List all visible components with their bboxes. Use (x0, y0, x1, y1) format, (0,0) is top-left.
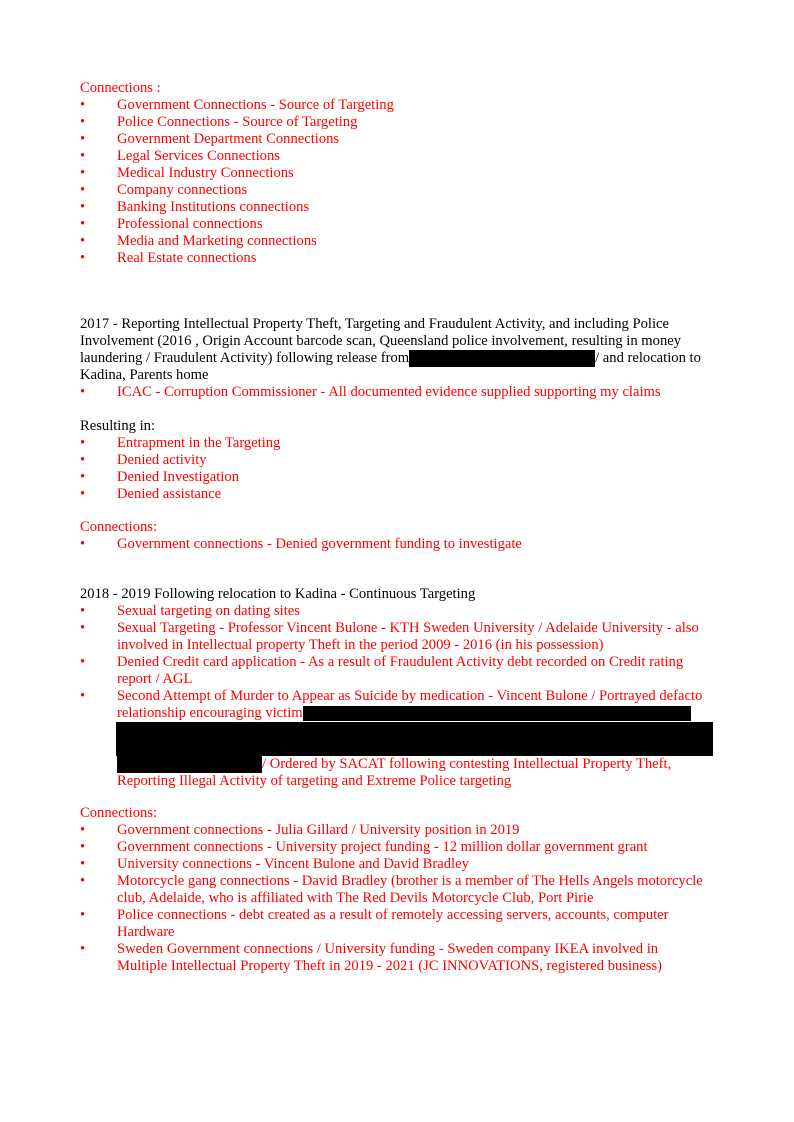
list-item-text: Government connections - Julia Gillard / University position in 2019 (117, 822, 520, 838)
list-item (80, 469, 720, 486)
redaction-block (303, 706, 691, 721)
bullet-icon: • (80, 654, 86, 670)
connections-heading-2: Connections: (80, 519, 158, 535)
list-item-line: Reporting Illegal Activity of targeting and Extreme Police targeting (117, 773, 512, 789)
list-item (80, 907, 720, 941)
list-item (80, 131, 720, 148)
list-item-text: Company connections (117, 182, 248, 198)
bullet-icon: • (80, 603, 86, 619)
report-2017-paragraph (80, 316, 720, 384)
list-item-text: Medical Industry Connections (117, 165, 294, 181)
connections-heading-3: Connections: (80, 805, 158, 821)
list-item (80, 603, 720, 620)
list-item (80, 486, 720, 503)
paragraph-line: 2017 - Reporting Intellectual Property Theft, Targeting and Fraudulent Activity, and including Police (80, 316, 669, 332)
bullet-icon: • (80, 114, 86, 130)
bullet-icon: • (80, 148, 86, 164)
list-item-line: Sweden Government connections / University funding - Sweden company IKEA involved in (117, 941, 659, 957)
bullet-icon: • (80, 822, 86, 838)
connections-list-2 (80, 536, 720, 553)
list-item-text: Legal Services Connections (117, 148, 280, 164)
bullet-icon: • (80, 941, 86, 957)
targeting-2018-heading: 2018 - 2019 Following relocation to Kadina - Continuous Targeting (80, 586, 476, 602)
list-item-line: involved in Intellectual property Theft in the period 2009 - 2016 (in his possession) (117, 637, 604, 653)
bullet-icon: • (80, 469, 86, 485)
redaction-block (117, 756, 262, 773)
list-item (80, 384, 720, 401)
bullet-icon: • (80, 536, 86, 552)
list-item (80, 165, 720, 182)
list-item (80, 233, 720, 250)
list-item (80, 216, 720, 233)
list-item-text: Entrapment in the Targeting (117, 435, 281, 451)
list-item-line: report / AGL (117, 671, 193, 687)
bullet-icon: • (80, 182, 86, 198)
list-item-text: Denied Investigation (117, 469, 239, 485)
list-item (80, 182, 720, 199)
targeting-list (80, 603, 720, 790)
list-item (80, 839, 720, 856)
paragraph-text: laundering / Fraudulent Activity) following release from (80, 350, 410, 366)
list-item (80, 688, 720, 790)
paragraph-line: Kadina, Parents home (80, 367, 209, 383)
list-item (80, 822, 720, 839)
list-item-line (117, 705, 720, 722)
bullet-icon: • (80, 486, 86, 502)
list-item (80, 148, 720, 165)
list-item (80, 250, 720, 267)
list-item-text: Professional connections (117, 216, 263, 232)
list-item (80, 199, 720, 216)
list-item-line: club, Adelaide, who is affiliated with The Red Devils Motorcycle Club, Port Pirie (117, 890, 594, 906)
list-item (80, 654, 720, 688)
list-item (80, 620, 720, 654)
bullet-icon: • (80, 839, 86, 855)
list-item-text: Banking Institutions connections (117, 199, 310, 215)
list-item-line: Multiple Intellectual Property Theft in 2019 - 2021 (JC INNOVATIONS, registered business) (117, 958, 663, 974)
list-item (80, 856, 720, 873)
bullet-icon: • (80, 856, 86, 872)
icac-list (80, 384, 720, 401)
bullet-icon: • (80, 250, 86, 266)
list-item-text: Government Connections - Source of Targeting (117, 97, 394, 113)
connections-list-3 (80, 822, 720, 975)
list-item-text: Government connections - University project funding - 12 million dollar government grant (117, 839, 648, 855)
bullet-icon: • (80, 233, 86, 249)
list-item-text: Denied activity (117, 452, 207, 468)
redaction-block (409, 350, 595, 367)
list-item-line: Second Attempt of Murder to Appear as Suicide by medication - Vincent Bulone / Portrayed defacto (117, 688, 703, 704)
list-item (80, 97, 720, 114)
bullet-icon: • (80, 165, 86, 181)
list-item-line: Sexual Targeting - Professor Vincent Bulone - KTH Sweden University / Adelaide University - also (117, 620, 699, 636)
bullet-icon: • (80, 907, 86, 923)
list-item-text: Sexual targeting on dating sites (117, 603, 300, 619)
list-item (80, 114, 720, 131)
list-item-line: Police connections - debt created as a result of remotely accessing servers, accounts, computer (117, 907, 669, 923)
list-item-text: Police Connections - Source of Targeting (117, 114, 358, 130)
list-item-line: Hardware (117, 924, 175, 940)
list-item (80, 873, 720, 907)
list-item-text: ICAC - Corruption Commissioner - All documented evidence supplied supporting my claims (117, 384, 661, 400)
bullet-icon: • (80, 97, 86, 113)
resulting-heading: Resulting in: (80, 418, 155, 434)
list-item-text: University connections - Vincent Bulone and David Bradley (117, 856, 469, 872)
bullet-icon: • (80, 199, 86, 215)
list-item (80, 941, 720, 975)
list-item-text: relationship encouraging victim (117, 705, 303, 721)
bullet-icon: • (80, 688, 86, 704)
list-item (80, 435, 720, 452)
redaction-line (117, 722, 720, 756)
list-item (80, 536, 720, 553)
connections-heading-1: Connections : (80, 80, 161, 96)
bullet-icon: • (80, 873, 86, 889)
bullet-icon: • (80, 435, 86, 451)
connections-list-1 (80, 97, 720, 267)
paragraph-line: Involvement (2016 , Origin Account barcode scan, Queensland police involvement, resulting in money (80, 333, 682, 349)
redaction-block (116, 722, 713, 756)
list-item-text: Media and Marketing connections (117, 233, 317, 249)
list-item-line: Denied Credit card application - As a result of Fraudulent Activity debt recorded on Credit rating (117, 654, 684, 670)
bullet-icon: • (80, 452, 86, 468)
paragraph-text: / and relocation to (595, 350, 701, 366)
list-item-text: Government connections - Denied government funding to investigate (117, 536, 522, 552)
list-item-text: Government Department Connections (117, 131, 340, 147)
bullet-icon: • (80, 216, 86, 232)
list-item-text: Denied assistance (117, 486, 222, 502)
paragraph-line (80, 350, 720, 367)
list-item-text: Real Estate connections (117, 250, 257, 266)
bullet-icon: • (80, 131, 86, 147)
resulting-list (80, 435, 720, 503)
list-item (80, 452, 720, 469)
list-item-line: Motorcycle gang connections - David Bradley (brother is a member of The Hells Angels motorcycle (117, 873, 703, 889)
bullet-icon: • (80, 620, 86, 636)
list-item-text: / Ordered by SACAT following contesting Intellectual Property Theft, (262, 756, 672, 772)
list-item-line (117, 756, 720, 773)
bullet-icon: • (80, 384, 86, 400)
